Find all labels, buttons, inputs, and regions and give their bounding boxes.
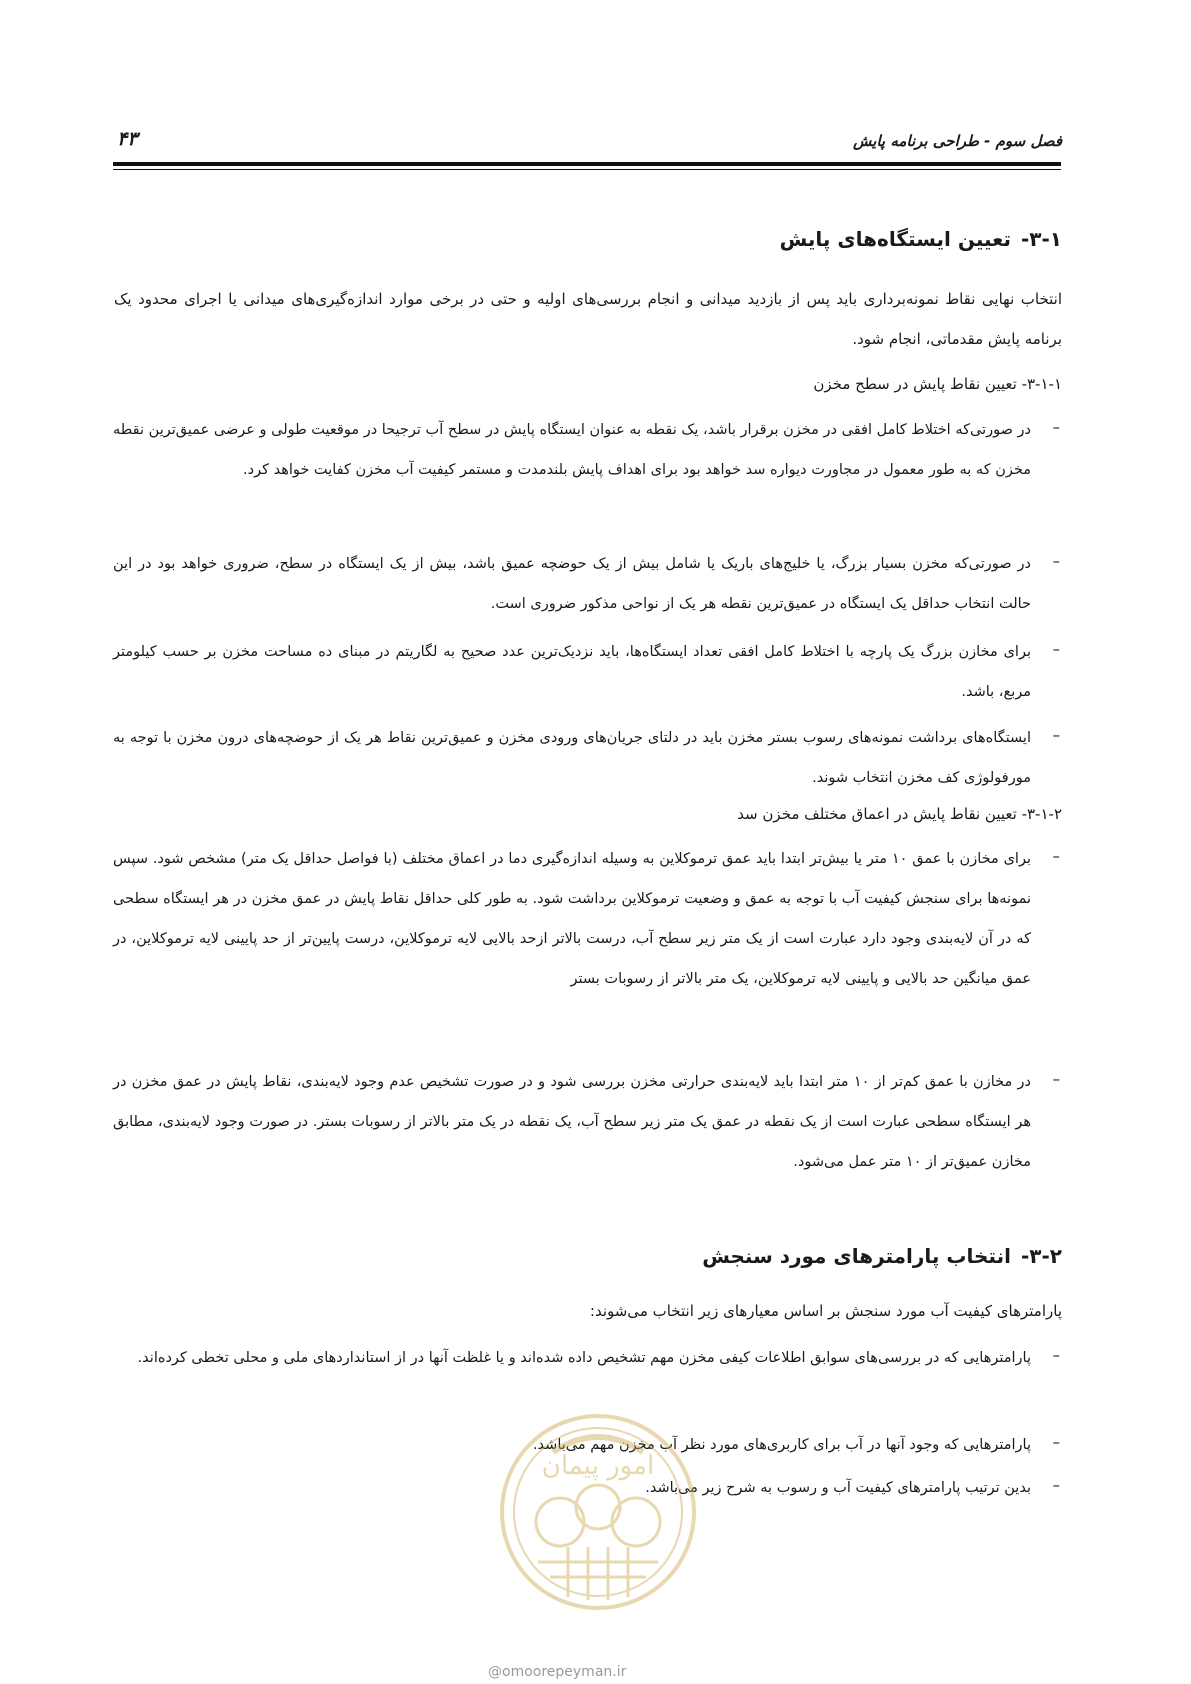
header-rule-thin — [113, 169, 1061, 170]
bullet-dash: – — [1052, 1346, 1060, 1364]
bullet-dash: – — [1052, 552, 1060, 570]
watermark-logo-text: امور پیمان — [541, 1451, 655, 1481]
list-item: در صورتی‌که مخزن بسیار بزرگ، یا خلیج‌های باریک یا شامل بیش از یک حوضچه عمیق باشد، بیش از یک ایستگاه در سطح، ضروری خواهد بود در این حالت انتخاب حداقل یک ایستگاه در عمیق‌ترین نقطه هر یک از نواحی مذکور ضروری است. — [113, 556, 1031, 612]
section-number: ۳-۱- — [1020, 227, 1062, 251]
subsection-heading-3-1-1: ۳-۱-۱- تعیین نقاط پایش در سطح مخزن — [813, 375, 1062, 393]
watermark-url: @omoorepeyman.ir — [488, 1664, 627, 1680]
bullet-dash: – — [1052, 1433, 1060, 1451]
header-rule-thick — [113, 162, 1061, 166]
list-item: در صورتی‌که اختلاط کامل افقی در مخزن برقرار باشد، یک نقطه به عنوان ایستگاه پایش در سطح آب ترجیحا در موقعیت طولی و عرضی عمیق‌ترین نقطه مخزن که به طور معمول در مجاورت دیواره سد خواهد بود برای اهداف پایش بلندمدت و مستمر کیفیت آب مخزن کفایت خواهد کرد. — [113, 422, 1031, 478]
section-intro-paragraph: انتخاب نهایی نقاط نمونه‌برداری باید پس از بازدید میدانی و انجام بررسی‌های اولیه و حتی در برخی موارد اندازه‌گیری‌های میدانی یا اجرای محدود یک برنامه پایش مقدماتی، انجام شود. — [114, 290, 1062, 348]
subsection-heading-3-1-2: ۳-۱-۲- تعیین نقاط پایش در اعماق مختلف مخزن سد — [737, 805, 1062, 823]
list-item: پارامترهایی که وجود آنها در آب برای کاربری‌های مورد نظر آب مخزن مهم می‌باشد. — [532, 1437, 1031, 1453]
section-number: ۳-۲- — [1020, 1244, 1062, 1268]
page-number: ۴۳ — [117, 128, 138, 150]
list-item: برای مخازن بزرگ یک پارچه با اختلاط کامل افقی تعداد ایستگاه‌ها، باید نزدیک‌ترین عدد صحیح به لگاریتم در مبنای ده مساحت مخزن بر حسب کیلومتر مربع، باشد. — [113, 644, 1031, 700]
list-item: بدین ترتیب پارامترهای کیفیت آب و رسوب به شرح زیر می‌باشد. — [645, 1480, 1031, 1496]
running-header-title: فصل سوم - طراحی برنامه پایش — [853, 132, 1062, 150]
bullet-dash: – — [1052, 1070, 1060, 1088]
section-heading-3-1 — [780, 227, 1062, 251]
section-intro-paragraph: پارامترهای کیفیت آب مورد سنجش بر اساس معیارهای زیر انتخاب می‌شوند: — [589, 1302, 1062, 1320]
bullet-dash: – — [1052, 847, 1060, 865]
bullet-dash: – — [1052, 1476, 1060, 1494]
bullet-dash: – — [1052, 726, 1060, 744]
list-item: برای مخازن با عمق ۱۰ متر یا بیش‌تر ابتدا باید عمق ترموکلاین به وسیله اندازه‌گیری دما در اعماق مختلف (با فواصل حداقل یک متر) مشخص شود. سپس نمونه‌ها برای سنجش کیفیت آب با توجه به عمق و وضعیت ترموکلاین برداشت شود. به طور کلی حداقل نقاط پایش در عمق مخزن در هر ایستگاه سطحی که در آن لایه‌بندی وجود دارد عبارت است از یک متر زیر سطح آب، درست بالاتر ازحد بالایی لایه ترموکلاین، درست پایین‌تر از حد پایینی لایه ترموکلاین، در عمق میانگین حد بالایی و پایینی لایه ترموکلاین، یک متر بالاتر از رسوبات بستر — [113, 851, 1031, 987]
section-title: تعیین ایستگاه‌های پایش — [779, 227, 1011, 251]
section-title: انتخاب پارامترهای مورد سنجش — [702, 1244, 1011, 1268]
list-item: پارامترهایی که در بررسی‌های سوابق اطلاعات کیفی مخزن مهم تشخیص داده شده‌اند و یا غلظت آنها در از استانداردهای ملی و محلی تخطی کرده‌اند. — [137, 1350, 1031, 1366]
section-heading-3-2 — [702, 1244, 1062, 1268]
list-item: در مخازن با عمق کم‌تر از ۱۰ متر ابتدا باید لایه‌بندی حرارتی مخزن بررسی شود و در صورت تشخیص عدم وجود لایه‌بندی، نقاط پایش در عمق مخزن در هر ایستگاه سطحی عبارت است از یک نقطه در عمق یک متر زیر سطح آب، یک نقطه در یک متر بالاتر از رسوبات بستر. در صورت وجود لایه‌بندی، مطابق مخازن عمیق‌تر از ۱۰ متر عمل می‌شود. — [113, 1074, 1031, 1170]
watermark-seal-logo — [498, 1412, 698, 1612]
bullet-dash: – — [1052, 418, 1060, 436]
bullet-dash: – — [1052, 640, 1060, 658]
list-item: ایستگاه‌های برداشت نمونه‌های رسوب بستر مخزن باید در دلتای جریان‌های ورودی مخزن و عمیق‌ترین نقاط هر یک از حوضچه‌های درون مخزن با توجه به مورفولوژی کف مخزن انتخاب شوند. — [113, 730, 1031, 786]
